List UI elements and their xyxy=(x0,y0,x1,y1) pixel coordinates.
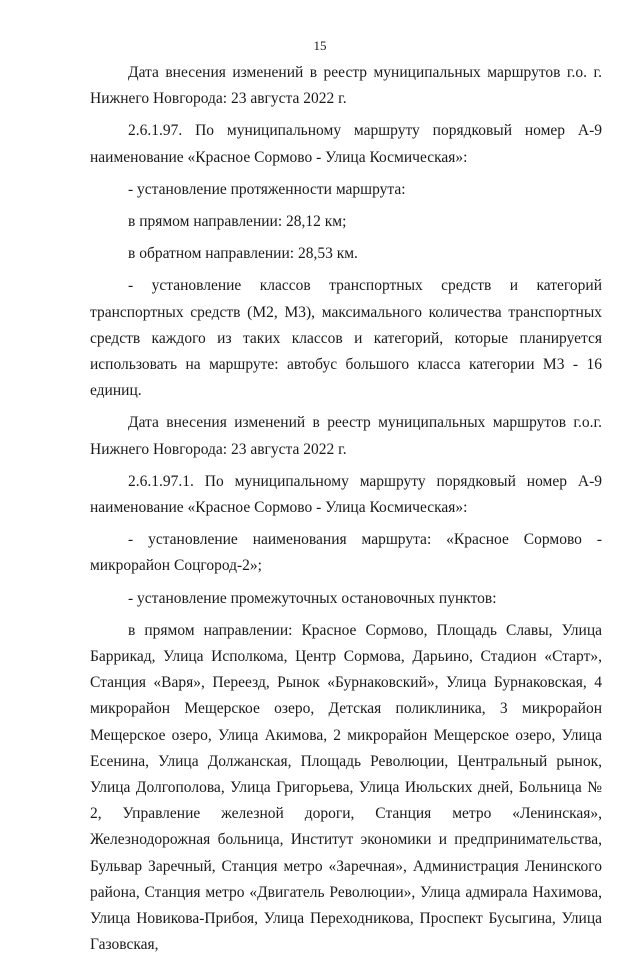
paragraph-stops-heading: - установление промежуточных остановочных пунктов: xyxy=(128,589,497,607)
paragraph-registry-date-1: Дата внесения изменений в реестр муниципальных маршрутов г.о. г. Нижнего Новгорода: 23 августа 2022 г. xyxy=(90,64,602,108)
paragraph-vehicle-classes: - установление классов транспортных средств и категорий транспортных средств (М2, М3), максимального количества транспортных средств каждого из таких классов и категорий, которые планируется использовать на маршруте: автобус большого класса категории М3 - 16 единиц. xyxy=(90,277,602,400)
paragraph-length-heading: - установление протяженности маршрута: xyxy=(128,180,406,198)
paragraph-stops-forward: в прямом направлении: Красное Сормово, Площадь Славы, Улица Баррикад, Улица Исполкома, Центр Сормова, Дарьино, Стадион «Старт», Станция «Варя», Переезд, Рынок «Бурнаковский», Улица Бурнаковская, 4 микрорайон Мещерское озеро, Детская поликлиника, 3 микрорайон Мещерское озеро, Улица Акимова, 2 микрорайон Мещерское озеро, Улица Есенина, Улица Должанская, Площадь Революции, Центральный рынок, Улица Долгополова, Улица Григорьева, Улица Июльских дней, Больница № 2, Управление железной дороги, Станция метро «Ленинская», Железнодорожная больница, Институт экономики и предпринимательства, Бульвар Заречный, Станция метро «Заречная», Администрация Ленинского района, Станция метро «Двигатель Революции», Улица адмирала Нахимова, Улица Новикова-Прибоя, Улица Переходникова, Проспект Бусыгина, Улица Газовская, xyxy=(90,621,602,954)
document-body xyxy=(90,60,602,965)
paragraph-registry-date-2: Дата внесения изменений в реестр муниципальных маршрутов г.о.г. Нижнего Новгорода: 23 августа 2022 г. xyxy=(90,414,602,458)
paragraph-length-backward: в обратном направлении: 28,53 км. xyxy=(128,245,358,263)
paragraph-route-name: - установление наименования маршрута: «Красное Сормово - микрорайон Соцгород-2»; xyxy=(90,531,602,575)
page-number: 15 xyxy=(313,38,327,53)
paragraph-route-clause-97-1: 2.6.1.97.1. По муниципальному маршруту порядковый номер А-9 наименование «Красное Сормово - Улица Космическая»: xyxy=(90,472,602,517)
paragraph-route-clause-97: 2.6.1.97. По муниципальному маршруту порядковый номер А-9 наименование «Красное Сормово - Улица Космическая»: xyxy=(90,122,602,166)
paragraph-length-forward: в прямом направлении: 28,12 км; xyxy=(128,213,347,231)
